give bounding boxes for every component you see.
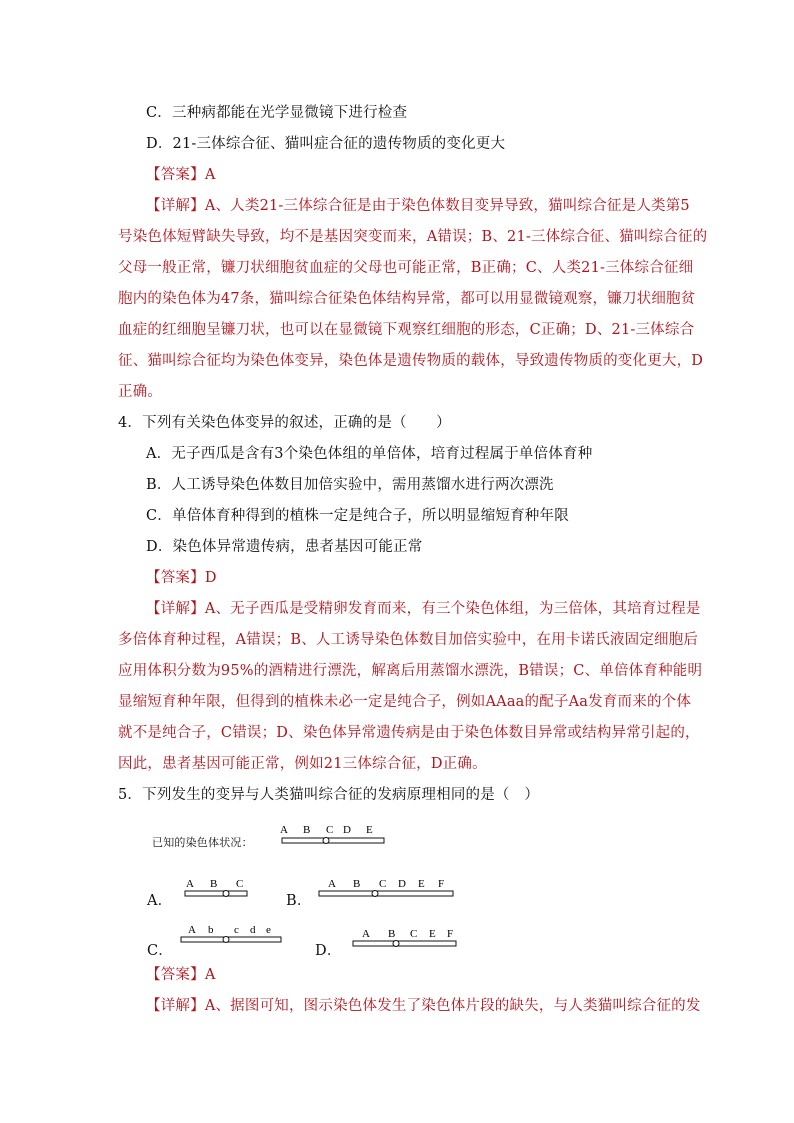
centromere <box>323 838 329 844</box>
q4-option-d: D．染色体异常遗传病，患者基因可能正常 <box>146 539 423 555</box>
q4-option-b: B．人工诱导染色体数目加倍实验中，需用蒸馏水进行两次漂洗 <box>146 477 554 493</box>
gene-label: C <box>410 928 418 940</box>
detail-label: 【详解】 <box>146 998 205 1014</box>
gene-label: d <box>250 924 256 936</box>
q4-option-a: A．无子西瓜是含有3个染色体组的单倍体，培育过程属于单倍体育种 <box>146 446 593 462</box>
gene-label: C <box>326 824 334 836</box>
gene-label: D <box>398 878 406 890</box>
q3-detail-line-2: 号染色体短臂缺失导致，均不是基因突变而来，A错误；B、21-三体综合征、猫叫综合征的 <box>118 229 708 245</box>
answer-label: 【答案】 <box>146 167 205 183</box>
gene-label: B <box>303 824 311 836</box>
answer-value: A <box>204 967 216 983</box>
q5-option-d-letter: D． <box>315 943 342 959</box>
q5-option-a-letter: A． <box>147 893 173 909</box>
gene-label: A <box>186 878 194 890</box>
gene-label: B <box>388 928 396 940</box>
q5-stem: 5．下列发生的变异与人类猫叫综合征的发病原理相同的是（ ） <box>118 787 540 803</box>
gene-label: E <box>418 878 425 890</box>
q4-detail-line-2: 多倍体育种过程，A错误；B、人工诱导染色体数目加倍实验中，在用卡诺氏液固定细胞后 <box>118 632 699 648</box>
gene-label: A <box>362 928 370 940</box>
q4-detail-line-1: 【详解】A、无子西瓜是受精卵发育而来，有三个染色体组，为三倍体，其培育过程是 <box>146 601 701 617</box>
option-a-chromosome <box>184 876 254 902</box>
q3-detail-line-4: 胞内的染色体为47条，猫叫综合征染色体结构异常，都可以用显微镜观察，镰刀状细胞贫 <box>118 291 696 307</box>
gene-label: A <box>280 824 288 836</box>
answer-value: D <box>204 570 217 586</box>
gene-label: B <box>210 878 218 890</box>
gene-label: E <box>366 824 373 836</box>
chromosome-bar <box>181 937 281 942</box>
q3-answer <box>146 165 215 185</box>
gene-label: c <box>234 924 239 936</box>
q4-detail-line-5: 就不是纯合子，C错误；D、染色体异常遗传病是由于染色体数目异常或结构异常引起的， <box>118 725 700 741</box>
q3-option-c: C．三种病都能在光学显微镜下进行检查 <box>146 105 408 121</box>
centromere <box>223 937 229 943</box>
gene-label: b <box>208 924 214 936</box>
chromosome-bar <box>319 891 453 896</box>
q3-detail-line-3: 父母一般正常，镰刀状细胞贫血症的父母也可能正常，B正确；C、人类21-三体综合征细 <box>118 260 694 276</box>
answer-value: A <box>204 167 216 183</box>
option-c-chromosome <box>180 922 286 948</box>
q5-detail-line-1: 【详解】A、据图可知，图示染色体发生了染色体片段的缺失，与人类猫叫综合征的发 <box>146 998 701 1014</box>
gene-label: E <box>429 928 436 940</box>
gene-label: C <box>236 878 244 890</box>
q4-answer <box>146 568 217 588</box>
known-chromosome-diagram <box>280 822 390 848</box>
q4-detail-line-4: 显缩短育种年限，但得到的植株未必一定是纯合子，例如AAaa的配子Aa发育而来的个体 <box>118 694 692 710</box>
known-chromosome-label: 已知的染色体状况： <box>152 837 253 849</box>
q5-answer <box>146 965 215 985</box>
gene-label: B <box>353 878 361 890</box>
q4-detail-line-6: 因此，患者基因可能正常，例如21三体综合征，D正确。 <box>118 756 487 772</box>
q3-detail-line-1: 【详解】A、人类21-三体综合征是由于染色体数目变异导致，猫叫综合征是人类第5 <box>146 198 690 214</box>
gene-label: F <box>447 928 454 940</box>
q3-option-d: D．21-三体综合征、猫叫症合征的遗传物质的变化更大 <box>146 136 506 152</box>
q3-detail-line-6: 征、猫叫综合征均为染色体变异，染色体是遗传物质的载体，导致遗传物质的变化更大，D <box>118 353 704 369</box>
gene-label: A <box>328 878 336 890</box>
centromere <box>223 891 229 897</box>
q4-option-c: C．单倍体育种得到的植株一定是纯合子，所以明显缩短育种年限 <box>146 508 569 524</box>
q5-option-b-letter: B． <box>286 893 312 909</box>
gene-label: C <box>379 878 387 890</box>
gene-label: e <box>266 924 271 936</box>
detail-label: 【详解】 <box>146 198 205 214</box>
option-b-chromosome <box>318 876 458 902</box>
q3-detail-line-7: 正确。 <box>118 384 163 400</box>
chromosome-bar <box>185 891 247 896</box>
chromosome-bar <box>282 838 384 843</box>
q4-stem: 4．下列有关染色体变异的叙述，正确的是（ ） <box>118 415 451 431</box>
gene-label: F <box>438 878 445 890</box>
option-d-chromosome <box>352 926 462 952</box>
q5-option-c-letter: C． <box>147 943 173 959</box>
q3-detail-line-5: 血症的红细胞呈镰刀状，也可以在显微镜下观察红细胞的形态，C正确；D、21-三体综合 <box>118 322 695 338</box>
centromere <box>393 941 399 947</box>
gene-label: D <box>343 824 351 836</box>
centromere <box>372 891 378 897</box>
answer-label: 【答案】 <box>146 570 205 586</box>
q4-detail-line-3: 应用体积分数为95%的酒精进行漂洗，解离后用蒸馏水漂洗，B错误；C、单倍体育种能明 <box>118 663 703 679</box>
chromosome-bar <box>353 941 456 946</box>
answer-label: 【答案】 <box>146 967 205 983</box>
detail-label: 【详解】 <box>146 601 205 617</box>
gene-label: A <box>188 924 196 936</box>
